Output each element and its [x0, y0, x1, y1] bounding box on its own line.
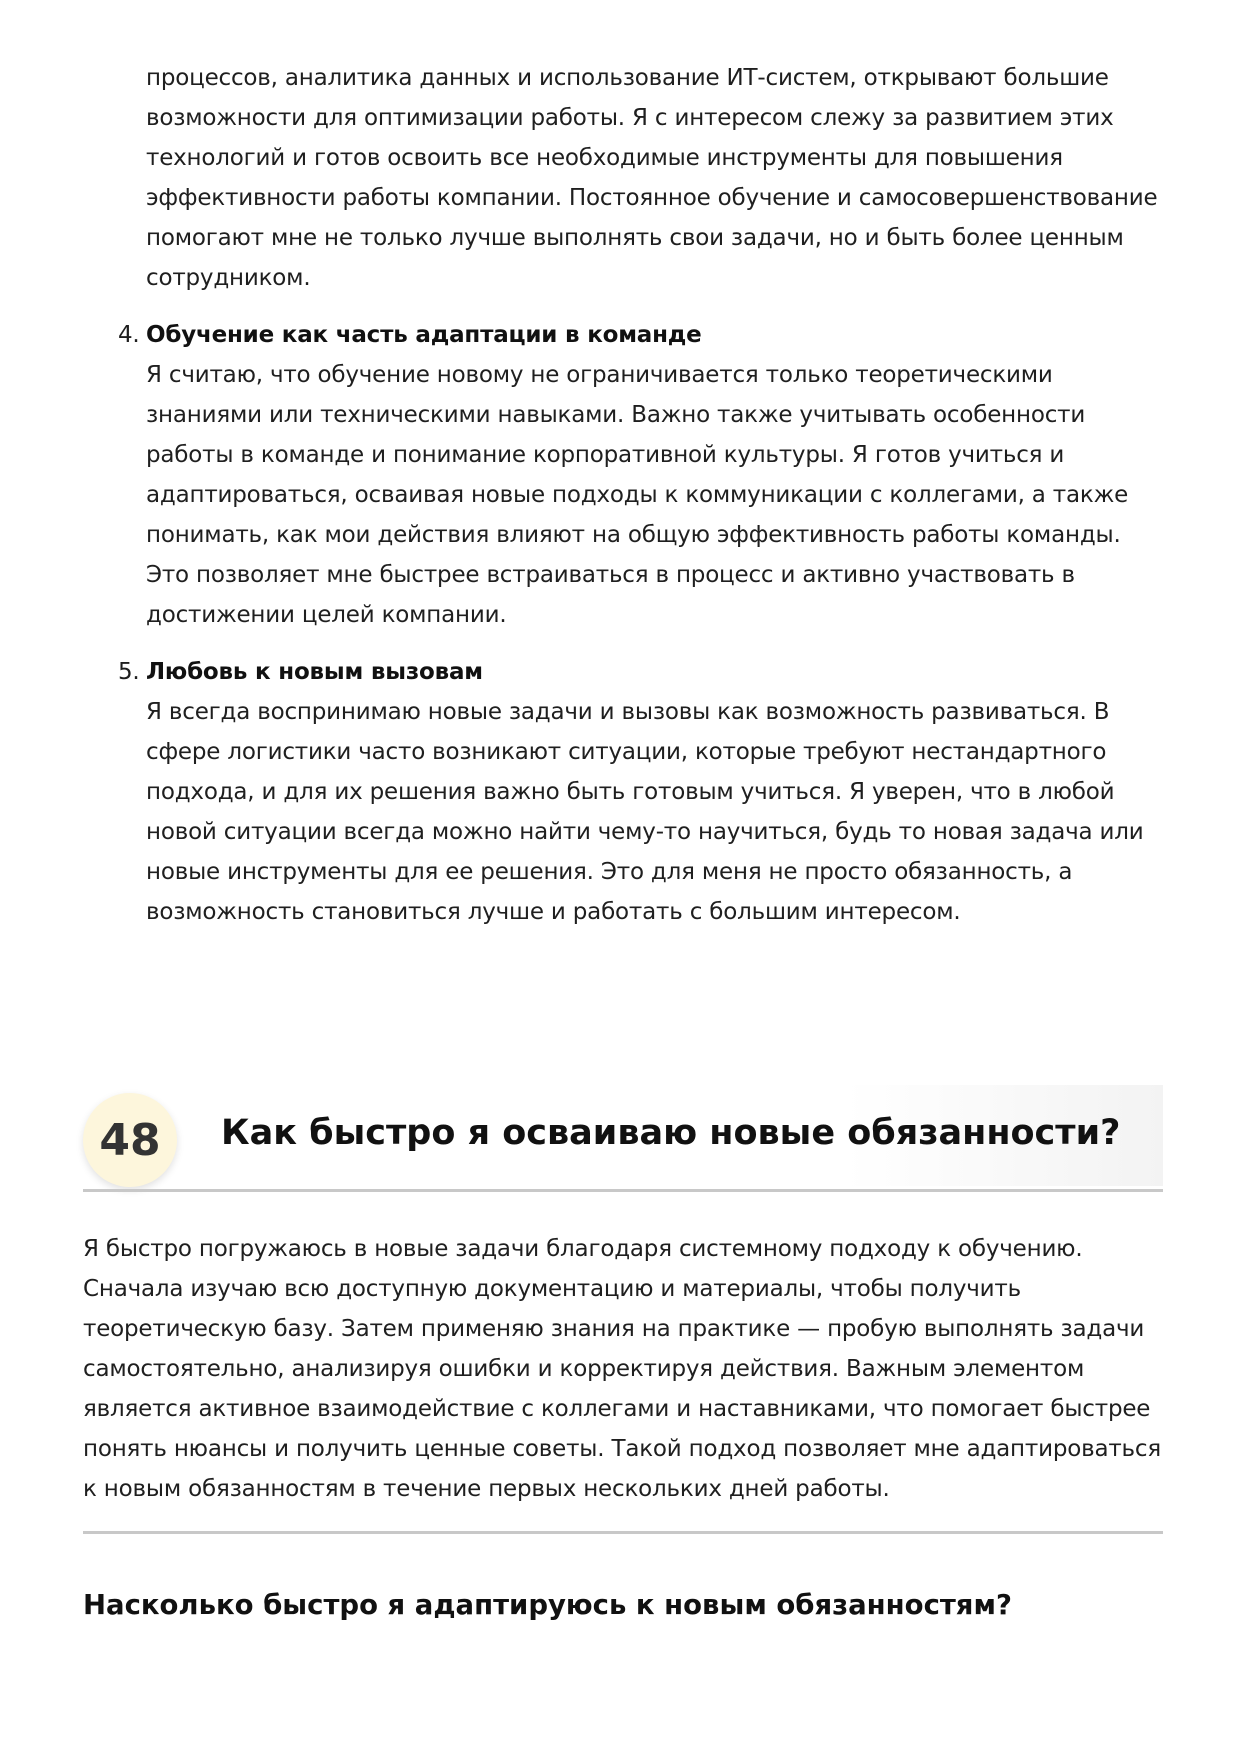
list-item-title: Любовь к новым вызовам	[146, 659, 483, 685]
header-divider	[83, 1189, 1163, 1192]
list-item-header	[118, 652, 1168, 692]
question-title: Как быстро я осваиваю новые обязанности?	[221, 1113, 1121, 1153]
answer-paragraph: Я быстро погружаюсь в новые задачи благодаря системному подходу к обучению. Сначала изучаю всю доступную документацию и материалы, чтобы получить теоретическую базу. Затем применяю знания на практике — пробую выполнять задачи самостоятельно, анализируя ошибки и корректируя действия. Важным элементом является активное взаимодействие с коллегами и наставниками, что помогает быстрее понять нюансы и получить ценные советы. Такой подход позволяет мне адаптироваться к новым обязанностям в течение первых нескольких дней работы.	[83, 1236, 1161, 1502]
list-item-3-continuation: процессов, аналитика данных и использование ИТ-систем, открывают большие возможности для оптимизации работы. Я с интересом слежу за развитием этих технологий и готов освоить все необходимые инструменты для повышения эффективности работы компании. Постоянное обучение и самосовершенствование помогают мне не только лучше выполнять свои задачи, но и быть более ценным сотрудником.	[146, 65, 1158, 291]
list-item-number: 4.	[118, 322, 140, 348]
list-item-body: Я считаю, что обучение новому не ограничивается только теоретическими знаниями или техническими навыками. Важно также учитывать особенности работы в команде и понимание корпоративной культуры. Я готов учиться и адаптироваться, осваивая новые подходы к коммуникации с коллегами, а также понимать, как мои действия влияют на общую эффективность работы команды. Это позволяет мне быстрее встраиваться в процесс и активно участвовать в достижении целей компании.	[146, 362, 1129, 628]
question-header	[83, 1085, 1163, 1195]
answer-divider	[83, 1531, 1163, 1534]
list-item-body: Я всегда воспринимаю новые задачи и вызовы как возможность развиваться. В сфере логистики часто возникают ситуации, которые требуют нестандартного подхода, и для их решения важно быть готовым учиться. Я уверен, что в любой новой ситуации всегда можно найти чему-то научиться, будь то новая задача или новые инструменты для ее решения. Это для меня не просто обязанность, а возможность становиться лучше и работать с большим интересом.	[146, 699, 1144, 925]
subquestion-title: Насколько быстро я адаптируюсь к новым обязанностям?	[83, 1589, 1012, 1621]
question-number-badge: 48	[83, 1093, 177, 1187]
list-item-4	[118, 315, 1168, 635]
list-item-number: 5.	[118, 659, 140, 685]
list-item-header	[118, 315, 1168, 355]
list-item-title: Обучение как часть адаптации в команде	[146, 322, 702, 348]
numbered-list	[118, 58, 1168, 932]
list-item-5	[118, 652, 1168, 932]
